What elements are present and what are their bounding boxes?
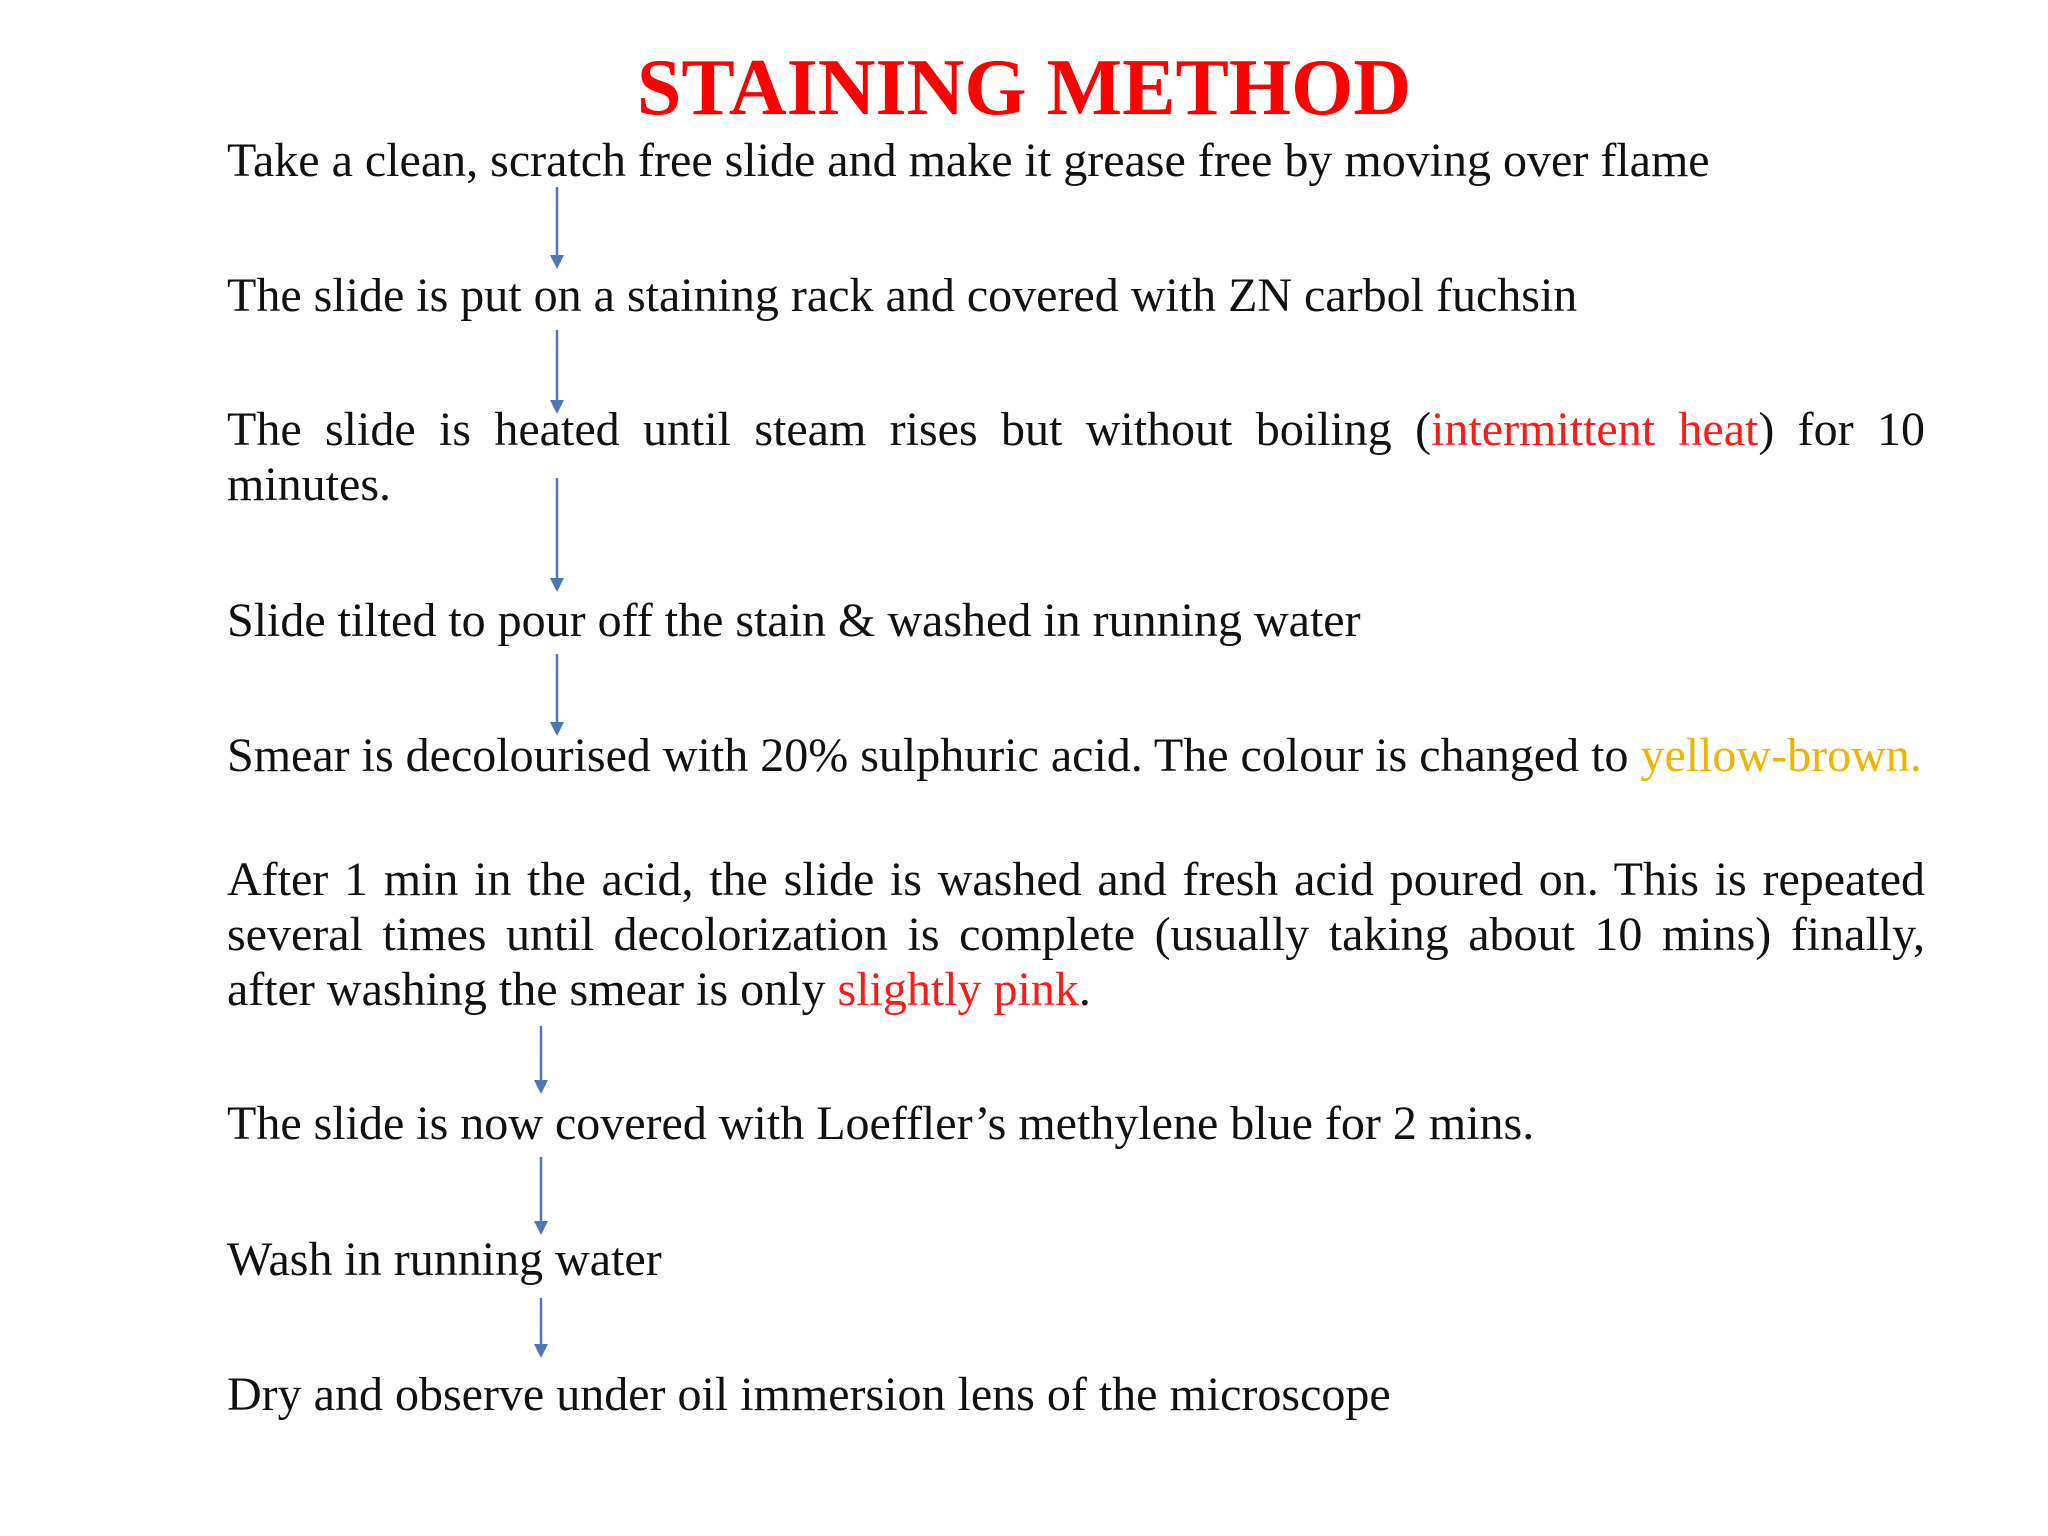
down-arrow-icon (545, 654, 569, 736)
step-5-text-before: Smear is decolourised with 20% sulphuric acid. The colour is changed to (227, 729, 1641, 782)
step-6-text-after: . (1078, 963, 1091, 1016)
down-arrow-icon (545, 478, 569, 592)
step-3 (227, 402, 1925, 512)
step-8-text: Wash in running water (227, 1233, 662, 1286)
step-7-text: The slide is now covered with Loeffler’s methylene blue for 2 mins. (227, 1097, 1535, 1150)
step-1-text: Take a clean, scratch free slide and make it grease free by moving over flame (227, 134, 1710, 187)
step-9 (227, 1367, 1925, 1422)
down-arrow-icon (529, 1298, 553, 1358)
step-4-text: Slide tilted to pour off the stain & washed in running water (227, 594, 1361, 647)
step-5 (227, 728, 1925, 783)
down-arrow-icon (529, 1026, 553, 1094)
step-6 (227, 852, 1925, 1017)
step-4 (227, 593, 1925, 648)
step-1 (227, 133, 1925, 188)
step-5-highlight: yellow-brown. (1640, 729, 1922, 782)
step-6-highlight: slightly pink (837, 963, 1079, 1016)
step-7 (227, 1096, 1925, 1151)
step-3-highlight: intermittent heat (1431, 403, 1759, 456)
step-3-text-before: The slide is heated until steam rises but without boiling ( (227, 403, 1432, 456)
page-title: STAINING METHOD (636, 44, 1412, 132)
step-2 (227, 268, 1925, 323)
step-8 (227, 1232, 1925, 1287)
step-6-text-before: After 1 min in the acid, the slide is washed and fresh acid poured on. This is repeated several times until decolorization is complete (usually taking about 10 mins) finally, after washing the smear is only (227, 853, 1925, 1016)
step-9-text: Dry and observe under oil immersion lens of the microscope (227, 1368, 1391, 1421)
down-arrow-icon (529, 1157, 553, 1235)
step-3-text-after: ) for 10 minutes. (227, 403, 1926, 511)
down-arrow-icon (545, 187, 569, 269)
step-2-text: The slide is put on a staining rack and covered with ZN carbol fuchsin (227, 269, 1578, 322)
